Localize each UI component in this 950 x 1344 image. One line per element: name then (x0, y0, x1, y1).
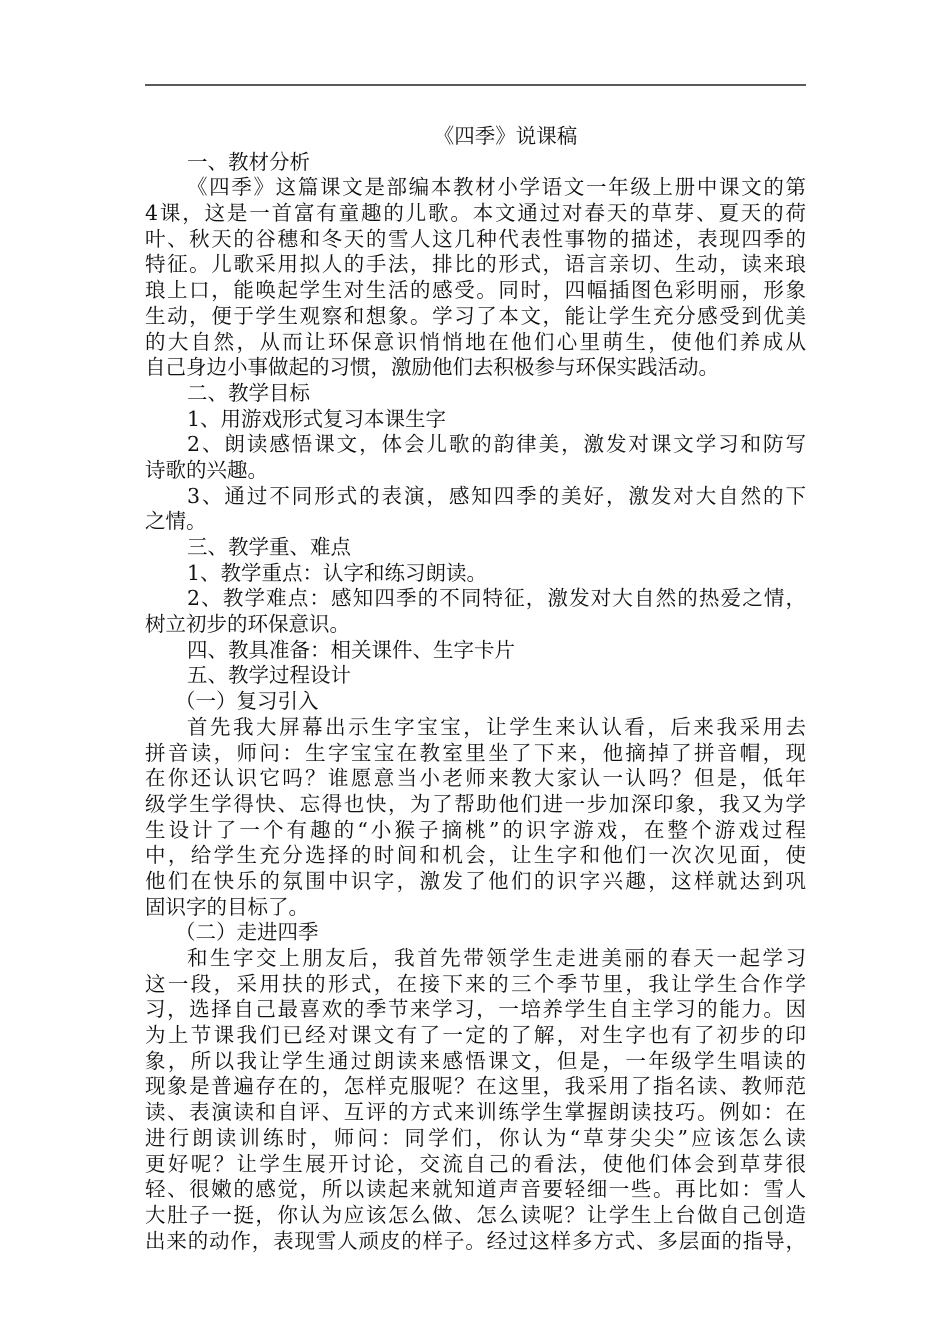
text-line: 诗歌的兴趣。 (145, 457, 268, 482)
text-line: （一）复习引入 (175, 689, 319, 714)
text-line: 一、教材分析 (187, 149, 310, 174)
text-line: 大肚子一挺，你认为应该怎么做、怎么读呢？让学生上台做自己创造 (145, 1202, 806, 1227)
text-line: 和生字交上朋友后，我首先带领学生走进美丽的春天一起学习 (187, 946, 806, 970)
text-line: 特征。儿歌采用拟人的手法，排比的形式，语言亲切、生动，读来琅 (145, 252, 806, 277)
text-line: 《四季》这篇课文是部编本教材小学语文一年级上册中课文的第 (187, 175, 806, 200)
text-line: 拼音读，师问：生字宝宝在教室里坐了下来，他摘掉了拼音帽，现 (145, 740, 806, 765)
text-line: 固识字的目标了。 (145, 894, 309, 919)
text-line: 中，给学生充分选择的时间和机会，让生字和他们一次次见面，使 (145, 843, 806, 868)
header-rule (145, 84, 806, 86)
document-body (145, 124, 806, 1254)
text-line: 更好呢？让学生展开讨论，交流自己的看法，使他们体会到草芽很 (145, 1151, 806, 1176)
text-line: 他们在快乐的氛围中识字，激发了他们的识字兴趣，这样就达到巩 (145, 868, 806, 893)
text-line: 四、教具准备：相关课件、生字卡片 (187, 637, 515, 662)
text-line: 在你还认识它吗？谁愿意当小老师来教大家认一认吗？但是，低年 (145, 766, 806, 791)
text-line: 出来的动作，表现雪人顽皮的样子。经过这样多方式、多层面的指导， (145, 1228, 806, 1253)
text-line: 2、教学难点：感知四季的不同特征，激发对大自然的热爱之情， (187, 586, 806, 611)
text-line: 首先我大屏幕出示生字宝宝，让学生来认认看，后来我采用去 (187, 714, 806, 739)
text-line: 生动，便于学生观察和想象。学习了本文，能让学生充分感受到优美 (145, 303, 806, 328)
text-line: （二）走进四季 (175, 920, 319, 945)
text-line: 3、通过不同形式的表演，感知四季的美好，激发对大自然的下 (187, 483, 806, 508)
text-line: 三、教学重、难点 (187, 535, 351, 559)
text-line: 2、朗读感悟课文，体会儿歌的韵律美，激发对课文学习和防写 (187, 432, 806, 457)
text-line: 现象是普遍存在的，怎样克服呢？在这里，我采用了指名读、教师范 (145, 1074, 806, 1099)
text-line: 叶、秋天的谷穗和冬天的雪人这几种代表性事物的描述，表现四季的 (145, 226, 806, 251)
text-line: 琅上口，能唤起学生对生活的感受。同时，四幅插图色彩明丽，形象 (145, 278, 806, 303)
text-line: 这一段，采用扶的形式，在接下来的三个季节里，我让学生合作学 (145, 971, 806, 996)
text-line: 象，所以我让学生通过朗读来感悟课文，但是，一年级学生唱读的 (145, 1048, 806, 1073)
text-line: 习，选择自己最喜欢的季节来学习，一培养学生自主学习的能力。因 (145, 997, 806, 1022)
text-line: 进行朗读训练时，师问：同学们，你认为“草芽尖尖”应该怎么读 (145, 1125, 806, 1150)
text-line: 1、用游戏形式复习本课生字 (187, 406, 447, 431)
text-line: 树立初步的环保意识。 (145, 612, 350, 637)
text-line: 五、教学过程设计 (187, 663, 351, 688)
text-line: 之情。 (145, 509, 207, 534)
document-title: 《四季》说课稿 (433, 124, 578, 148)
text-line: 生设计了一个有趣的“小猴子摘桃”的识字游戏，在整个游戏过程 (145, 817, 806, 842)
text-line: 二、教学目标 (187, 380, 310, 405)
text-line: 1、教学重点：认字和练习朗读。 (187, 560, 488, 585)
text-line: 级学生学得快、忘得也快，为了帮助他们进一步加深印象，我又为学 (145, 791, 806, 816)
text-line: 自己身边小事做起的习惯，激励他们去积极参与环保实践活动。 (145, 355, 719, 380)
text-line: 轻、很嫩的感觉，所以读起来就知道声音要轻细一些。再比如：雪人 (145, 1177, 806, 1202)
text-line: 4课，这是一首富有童趣的儿歌。本文通过对春天的草芽、夏天的荷 (145, 201, 806, 226)
text-line: 为上节课我们已经对课文有了一定的了解，对生字也有了初步的印 (145, 1023, 806, 1048)
text-line: 读、表演读和自评、互评的方式来训练学生掌握朗读技巧。例如：在 (145, 1100, 806, 1125)
text-line: 的大自然，从而让环保意识悄悄地在他们心里萌生，使他们养成从 (145, 329, 806, 354)
